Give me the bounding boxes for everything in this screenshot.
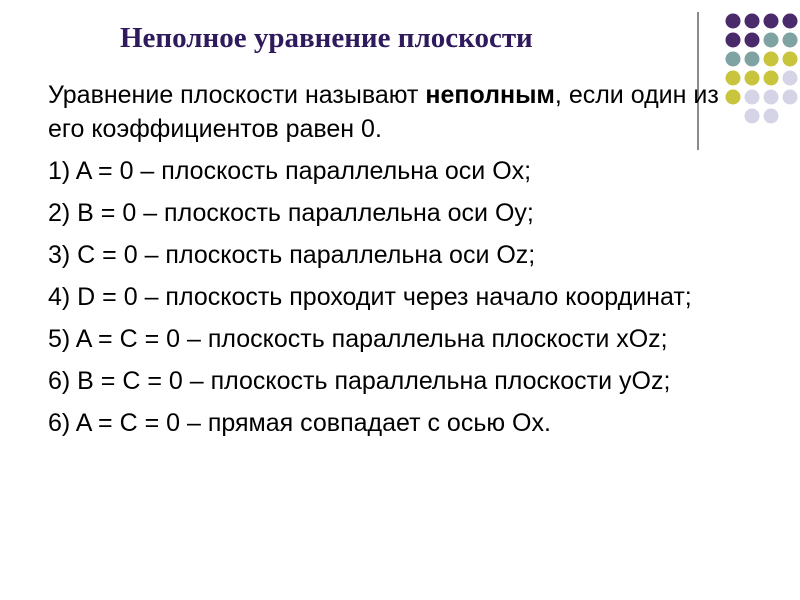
intro-text-after: , если один из его коэффициентов равен 0.: [48, 81, 719, 143]
list-item: 5) A = C = 0 – плоскость параллельна плоскости xOz;: [48, 325, 668, 353]
decor-dot-teal: [783, 33, 798, 48]
list-item: 6) B = C = 0 – плоскость параллельна плоскости yOz;: [48, 367, 671, 395]
decor-dot-teal: [726, 52, 741, 67]
list-item: 1) A = 0 – плоскость параллельна оси Ox;: [48, 157, 532, 185]
decor-dot-lavender: [783, 90, 798, 105]
decor-dot-olive: [764, 52, 779, 67]
list-item: 4) D = 0 – плоскость проходит через начало координат;: [48, 283, 692, 311]
list-item: 2) B = 0 – плоскость параллельна оси Oy;: [48, 199, 534, 227]
decor-dot-purple: [783, 14, 798, 29]
slide-body: [48, 78, 748, 448]
list-item: 6) A = C = 0 – прямая совпадает с осью Ox.: [48, 409, 551, 437]
decor-dot-olive: [764, 71, 779, 86]
decor-dot-purple: [764, 14, 779, 29]
decor-dot-lavender: [783, 71, 798, 86]
decor-dot-olive: [783, 52, 798, 67]
decor-dot-teal: [745, 52, 760, 67]
intro-bold-term: неполным: [425, 81, 555, 109]
decor-dot-purple: [745, 14, 760, 29]
slide-title: Неполное уравнение плоскости: [120, 22, 533, 54]
intro-paragraph: [48, 78, 748, 146]
decor-dot-teal: [764, 33, 779, 48]
decor-dot-purple: [726, 14, 741, 29]
list-item: 3) C = 0 – плоскость параллельна оси Oz;: [48, 241, 536, 269]
decor-dot-lavender: [764, 109, 779, 124]
decor-dot-lavender: [764, 90, 779, 105]
decor-dot-purple: [745, 33, 760, 48]
intro-text-before: Уравнение плоскости называют: [48, 81, 426, 109]
decor-dot-purple: [726, 33, 741, 48]
